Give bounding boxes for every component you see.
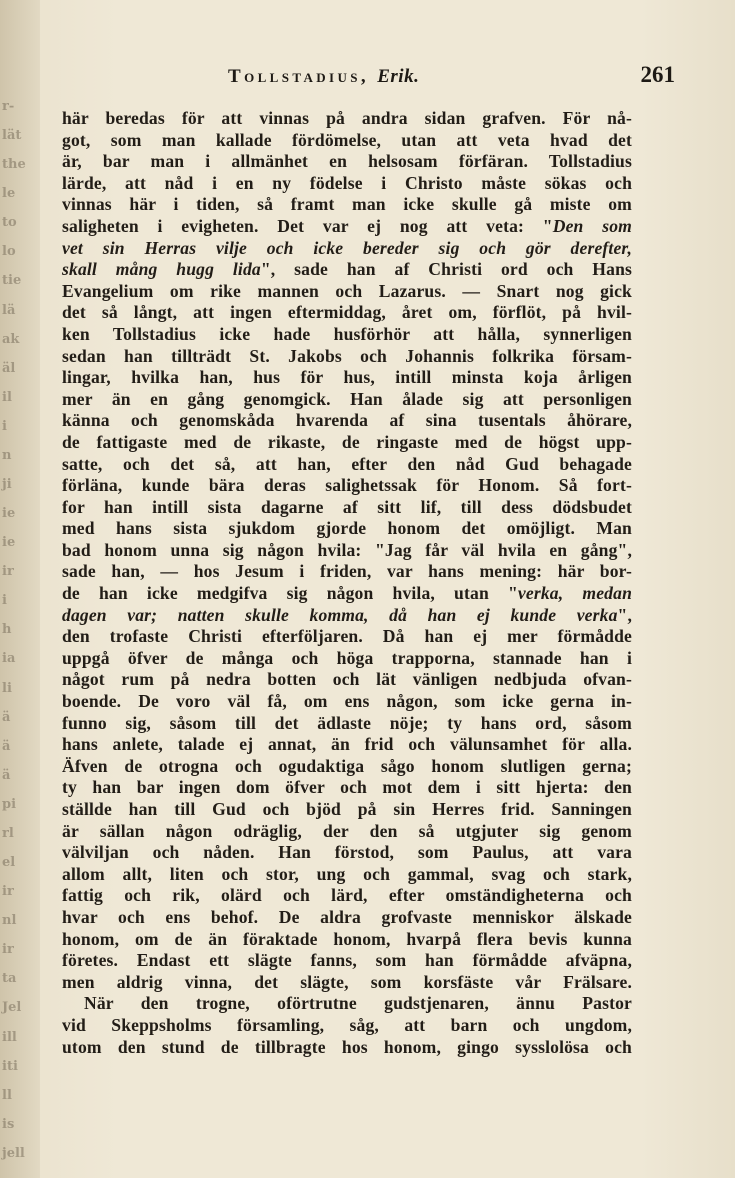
bleed-fragment: le	[2, 186, 16, 202]
bleed-fragment: ä	[2, 738, 11, 754]
text-line	[62, 454, 632, 476]
bleed-fragment: ie	[2, 506, 16, 522]
text-line	[62, 885, 632, 907]
bleed-fragment: ll	[2, 1087, 12, 1103]
text-line	[62, 648, 632, 670]
bleed-fragment: the	[2, 157, 26, 173]
text-run: bad honom unna sig någon hvila: "Jag får väl hvila en gång",	[62, 539, 632, 560]
text-run: Äfven de otrogna och ogudaktiga sågo honom slutligen gerna;	[62, 755, 632, 776]
text-line	[62, 972, 632, 994]
text-run: honom, om de än föraktade honom, hvarpå flera bevis kunna	[62, 928, 632, 949]
text-run: sedan han tillträdt St. Jakobs och Johannis folkrika försam-	[62, 345, 632, 366]
text-line	[62, 864, 632, 886]
text-run: hans anlete, talade ej annat, än frid och välunsamhet för alla.	[62, 734, 632, 755]
bleed-fragment: li	[2, 680, 12, 696]
text-line	[62, 518, 632, 540]
bleed-fragment: ie	[2, 535, 16, 551]
text-run: utom den stund de tillbragte hos honom, gingo sysslolösa och	[62, 1036, 632, 1057]
text-run: är sällan någon odräglig, der den så utgjuter sig genom	[62, 820, 632, 841]
bleed-fragment: pi	[2, 796, 17, 812]
text-line	[62, 497, 632, 519]
bleed-fragment: el	[2, 855, 16, 871]
bleed-fragment: h	[2, 622, 12, 638]
bleed-fragment: ta	[2, 971, 17, 987]
text-run: ty han bar ingen dom öfver och mot dem i sitt hjerta: den	[62, 777, 632, 798]
text-run: ställde han till Gud och bjöd på sin Herres frid. Sanningen	[62, 799, 632, 819]
text-line	[62, 583, 632, 605]
italic-text: verka, medan	[517, 583, 633, 604]
text-run: boende. De voro väl få, om ens någon, som icke gerna in-	[62, 691, 632, 712]
text-line	[62, 410, 632, 432]
text-run: ", sade han af Christi ord och Hans	[260, 259, 633, 280]
text-line	[62, 173, 632, 195]
text-run: hvar och ens behof. De aldra grofvaste menniskor älskade	[62, 906, 632, 927]
bleed-fragment: is	[2, 1116, 15, 1132]
text-line	[62, 432, 632, 454]
text-line	[62, 605, 632, 627]
text-line	[62, 259, 632, 281]
text-line	[62, 302, 632, 324]
text-run: allom allt, liten och stor, ung och gammal, svag och stark,	[62, 863, 632, 884]
text-line	[62, 238, 632, 260]
text-run: vinnas här i tiden, så framt man icke skulle gå miste om	[62, 194, 632, 215]
body-text	[62, 108, 632, 1058]
text-line	[62, 216, 632, 238]
text-line	[62, 194, 632, 216]
text-run: är, bar man i allmänhet en helsosam förfäran. Tollstadius	[62, 151, 632, 172]
text-line	[62, 346, 632, 368]
text-line	[62, 281, 632, 303]
text-line	[62, 151, 632, 173]
text-run: lingar, hvilka han, hus för hus, intill minsta koja årligen	[62, 367, 632, 388]
bleed-fragment: il	[2, 389, 12, 405]
text-line	[62, 1037, 632, 1059]
bleed-fragment: r-	[2, 99, 15, 114]
text-line	[62, 777, 632, 799]
text-line	[62, 540, 632, 562]
text-line	[62, 561, 632, 583]
text-run: got, som man kallade fördömelse, utan att veta hvad det	[62, 129, 632, 150]
text-run: den trofaste Christi efterföljaren. Då han ej mer förmådde	[62, 626, 632, 647]
text-run: men aldrig vinna, det slägte, som korsfäste vår Frälsare.	[62, 971, 632, 992]
bleed-fragment: to	[2, 215, 17, 231]
page-header	[60, 62, 675, 96]
text-line	[62, 626, 632, 648]
facing-page-bleed-through	[2, 100, 36, 1160]
text-line	[62, 324, 632, 346]
text-line	[62, 691, 632, 713]
text-line	[62, 734, 632, 756]
text-run: här beredas för att vinnas på andra sidan grafven. För nå-	[62, 108, 632, 128]
italic-text: dagen var; natten skulle komma, då han ej kunde verka	[62, 604, 618, 625]
text-line	[62, 475, 632, 497]
text-line	[62, 669, 632, 691]
text-line	[62, 713, 632, 735]
bleed-fragment: i	[2, 593, 7, 609]
text-run: vid Skeppsholms församling, såg, att barn och ungdom,	[62, 1014, 632, 1035]
text-run: fattig och rik, olärd och lärd, efter omständigheterna och	[62, 885, 632, 906]
bleed-fragment: i	[2, 418, 7, 434]
bleed-fragment: n	[2, 447, 12, 463]
bleed-fragment: ä	[2, 767, 11, 783]
text-line	[62, 389, 632, 411]
text-line	[62, 929, 632, 951]
bleed-fragment: ir	[2, 942, 14, 958]
text-run: de han icke medgifva sig någon hvila, utan "	[62, 583, 518, 604]
text-line	[62, 108, 632, 130]
bleed-fragment: lo	[2, 244, 16, 260]
text-run: med hans sista sjukdom gjorde honom det omöjligt. Man	[62, 518, 632, 539]
text-run: sade han, — hos Jesum i friden, var hans mening: här bor-	[62, 561, 632, 582]
text-line	[62, 993, 632, 1015]
text-run: välviljan och nåden. Han förstod, som Paulus, att vara	[62, 842, 632, 863]
text-run: de fattigaste med de rikaste, de ringaste med de högst upp-	[62, 431, 632, 452]
text-run: ",	[617, 604, 632, 625]
text-run: När den trogne, oförtrutne gudstjenaren, ännu Pastor	[84, 993, 632, 1014]
text-line	[62, 821, 632, 843]
text-run: förläna, kunde bära deras salighetssak för Honom. Så fort-	[62, 475, 632, 496]
bleed-fragment: ia	[2, 651, 16, 667]
text-run: Evangelium om rike mannen och Lazarus. — Snart nog gick	[62, 280, 632, 301]
text-run: känna och genomskåda hvarenda af sina tusentals åhörare,	[62, 410, 632, 431]
running-head-forename: Erik.	[377, 66, 420, 87]
text-run: företes. Endast ett slägte fanns, som han förmådde afväpna,	[62, 950, 632, 971]
bleed-fragment: jell	[2, 1145, 25, 1161]
italic-text: vet sin Herras vilje och icke bereder sig och gör derefter,	[62, 237, 632, 258]
bleed-fragment: lä	[2, 302, 16, 318]
text-run: for han intill sista dagarne af sitt lif, till dess dödsbudet	[62, 496, 632, 517]
italic-text: skall mång hugg lida	[62, 259, 261, 280]
bleed-fragment: nl	[2, 913, 17, 929]
bleed-fragment: tie	[2, 273, 22, 289]
text-run: det så långt, att ingen eftermiddag, året om, förflöt, på hvil-	[62, 302, 632, 323]
bleed-fragment: ir	[2, 564, 14, 580]
italic-text: Den som	[552, 215, 632, 236]
bleed-fragment: Jel	[2, 1000, 22, 1016]
text-line	[62, 367, 632, 389]
text-run: saligheten i evigheten. Det var ej nog att veta: "	[62, 215, 553, 236]
page-number: 261	[640, 62, 675, 87]
text-run: lärde, att nåd i en ny födelse i Christo måste sökas och	[62, 172, 632, 193]
text-line	[62, 130, 632, 152]
bleed-fragment: iti	[2, 1058, 18, 1074]
bleed-fragment: äl	[2, 360, 16, 376]
bleed-fragment: rl	[2, 825, 14, 841]
running-head-surname: Tollstadius,	[228, 66, 370, 87]
bleed-fragment: ä	[2, 709, 11, 725]
running-head	[228, 66, 419, 88]
text-line	[62, 1015, 632, 1037]
text-run: något rum på nedra botten och lät vänligen nedbjuda ofvan-	[62, 669, 632, 690]
bleed-fragment: lät	[2, 128, 22, 144]
bleed-fragment: ir	[2, 884, 14, 900]
bleed-fragment: ak	[2, 331, 20, 347]
text-line	[62, 907, 632, 929]
text-run: uppgå öfver de många och höga trapporna, stannade han i	[62, 647, 632, 668]
bleed-fragment: ill	[2, 1029, 17, 1045]
text-line	[62, 756, 632, 778]
text-run: ken Tollstadius icke hade husförhör att hålla, synnerligen	[62, 323, 632, 344]
bleed-fragment: ji	[2, 477, 12, 493]
text-line	[62, 950, 632, 972]
text-run: funno sig, såsom till det ädlaste nöje; ty hans ord, såsom	[62, 712, 632, 733]
text-line	[62, 842, 632, 864]
text-line	[62, 799, 632, 821]
text-run: satte, och det så, att han, efter den nåd Gud behagade	[62, 453, 632, 474]
text-run: mer än en gång genomgick. Han ålade sig att personligen	[62, 388, 632, 409]
